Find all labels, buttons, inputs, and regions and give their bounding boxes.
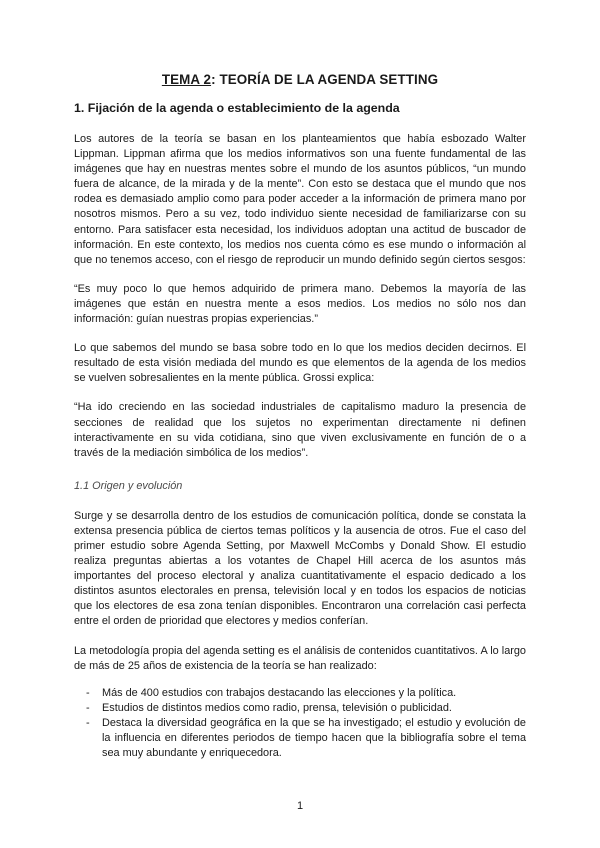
page-number: 1	[296, 800, 304, 812]
section-1-paragraph-2: Lo que sabemos del mundo se basa sobre todo en lo que los medios deciden decirnos. El resultado de esta visión mediada del mundo es que elementos de la agenda de los medios se vuelven sobresalientes en la mente pública. Grossi explica:	[74, 342, 526, 385]
page-title	[74, 72, 526, 87]
section-1-1-paragraph-2: La metodología propia del agenda setting es el análisis de contenidos cuantitativos. A lo largo de más de 25 años de existencia de la teoría se han realizado:	[74, 644, 526, 672]
section-1-1-paragraph-1: Surge y se desarrolla dentro de los estudios de comunicación política, donde se constata la extensa presencia pública de ciertos temas políticos y la ausencia de otros. Fue el caso del primer estudio sobre Agenda Setting, por Maxwell McCombs y Donald Show. El estudio realiza preguntas abiertas a los votantes de Chapel Hill acerca de los asuntos más importantes del proceso electoral y analiza cuantitativamente el espacio dedicado a los distintos asuntos electorales en prensa, televisión local y en todos los espacios de noticias que los electores de esa zona tenían disponibles. Encontraron una correlación casi perfecta entre el orden de prioridad que electores y medios conferían.	[74, 509, 526, 628]
section-1-heading: 1. Fijación de la agenda o establecimiento de la agenda	[74, 101, 400, 115]
section-1-quote-1: “Es muy poco lo que hemos adquirido de primera mano. Debemos la mayoría de las imágenes que están en nuestra mente a esos medios. Los medios no sólo nos dan información: guían nuestras propias experiencias.”	[74, 282, 526, 326]
section-1-quote-2: “Ha ido creciendo en las sociedad industriales de capitalismo maduro la presencia de secciones de realidad que los sujetos no experimentan directamente ni definen interactivamente en su vida cotidiana, sino que viven exclusivamente en función de o a través de la mediación simbólica de los medios”.	[74, 401, 526, 459]
list-bullet: -	[86, 686, 90, 699]
list-item: - Destaca la diversidad geográfica en la que se ha investigado; el estudio y evolución de la influencia en diferentes periodos de tiempo hacen que la bibliografía sobre el tema sea muy abundante y enriquecedora.	[86, 716, 526, 760]
studies-list	[74, 686, 526, 761]
document-page	[74, 72, 526, 761]
list-item: - Más de 400 estudios con trabajos destacando las elecciones y la política.	[74, 686, 526, 701]
list-bullet: -	[86, 701, 90, 714]
section-1-paragraph-1: Los autores de la teoría se basan en los planteamientos que había esbozado Walter Lippman. Lippman afirma que los medios informativos son una fuente fundamental de las imágenes que hay en nuestras mentes sobre el mundo de los asuntos públicos, “un mundo fuera de alcance, de la mirada y de la mente”. Con esto se destaca que el mundo que nos rodea es demasiado amplio como para poder acceder a la información de primera mano por nosotros mismos. Pero a su vez, todo individuo siente necesidad de familiarizarse con su entorno. Para satisfacer esta necesidad, los individuos adoptan una actitud de buscador de información. En este contexto, los medios nos cuenta cómo es ese mundo o información al que no tenemos acceso, con el riesgo de reproducir un mundo definido según ciertos sesgos:	[74, 133, 526, 266]
section-1-1-heading: 1.1 Origen y evolución	[74, 479, 183, 492]
list-bullet: -	[86, 716, 90, 729]
title-suffix: : TEORÍA DE LA AGENDA SETTING	[211, 72, 439, 87]
list-item: - Estudios de distintos medios como radio, prensa, televisión o publicidad.	[74, 701, 526, 716]
title-prefix: TEMA 2	[161, 72, 212, 87]
